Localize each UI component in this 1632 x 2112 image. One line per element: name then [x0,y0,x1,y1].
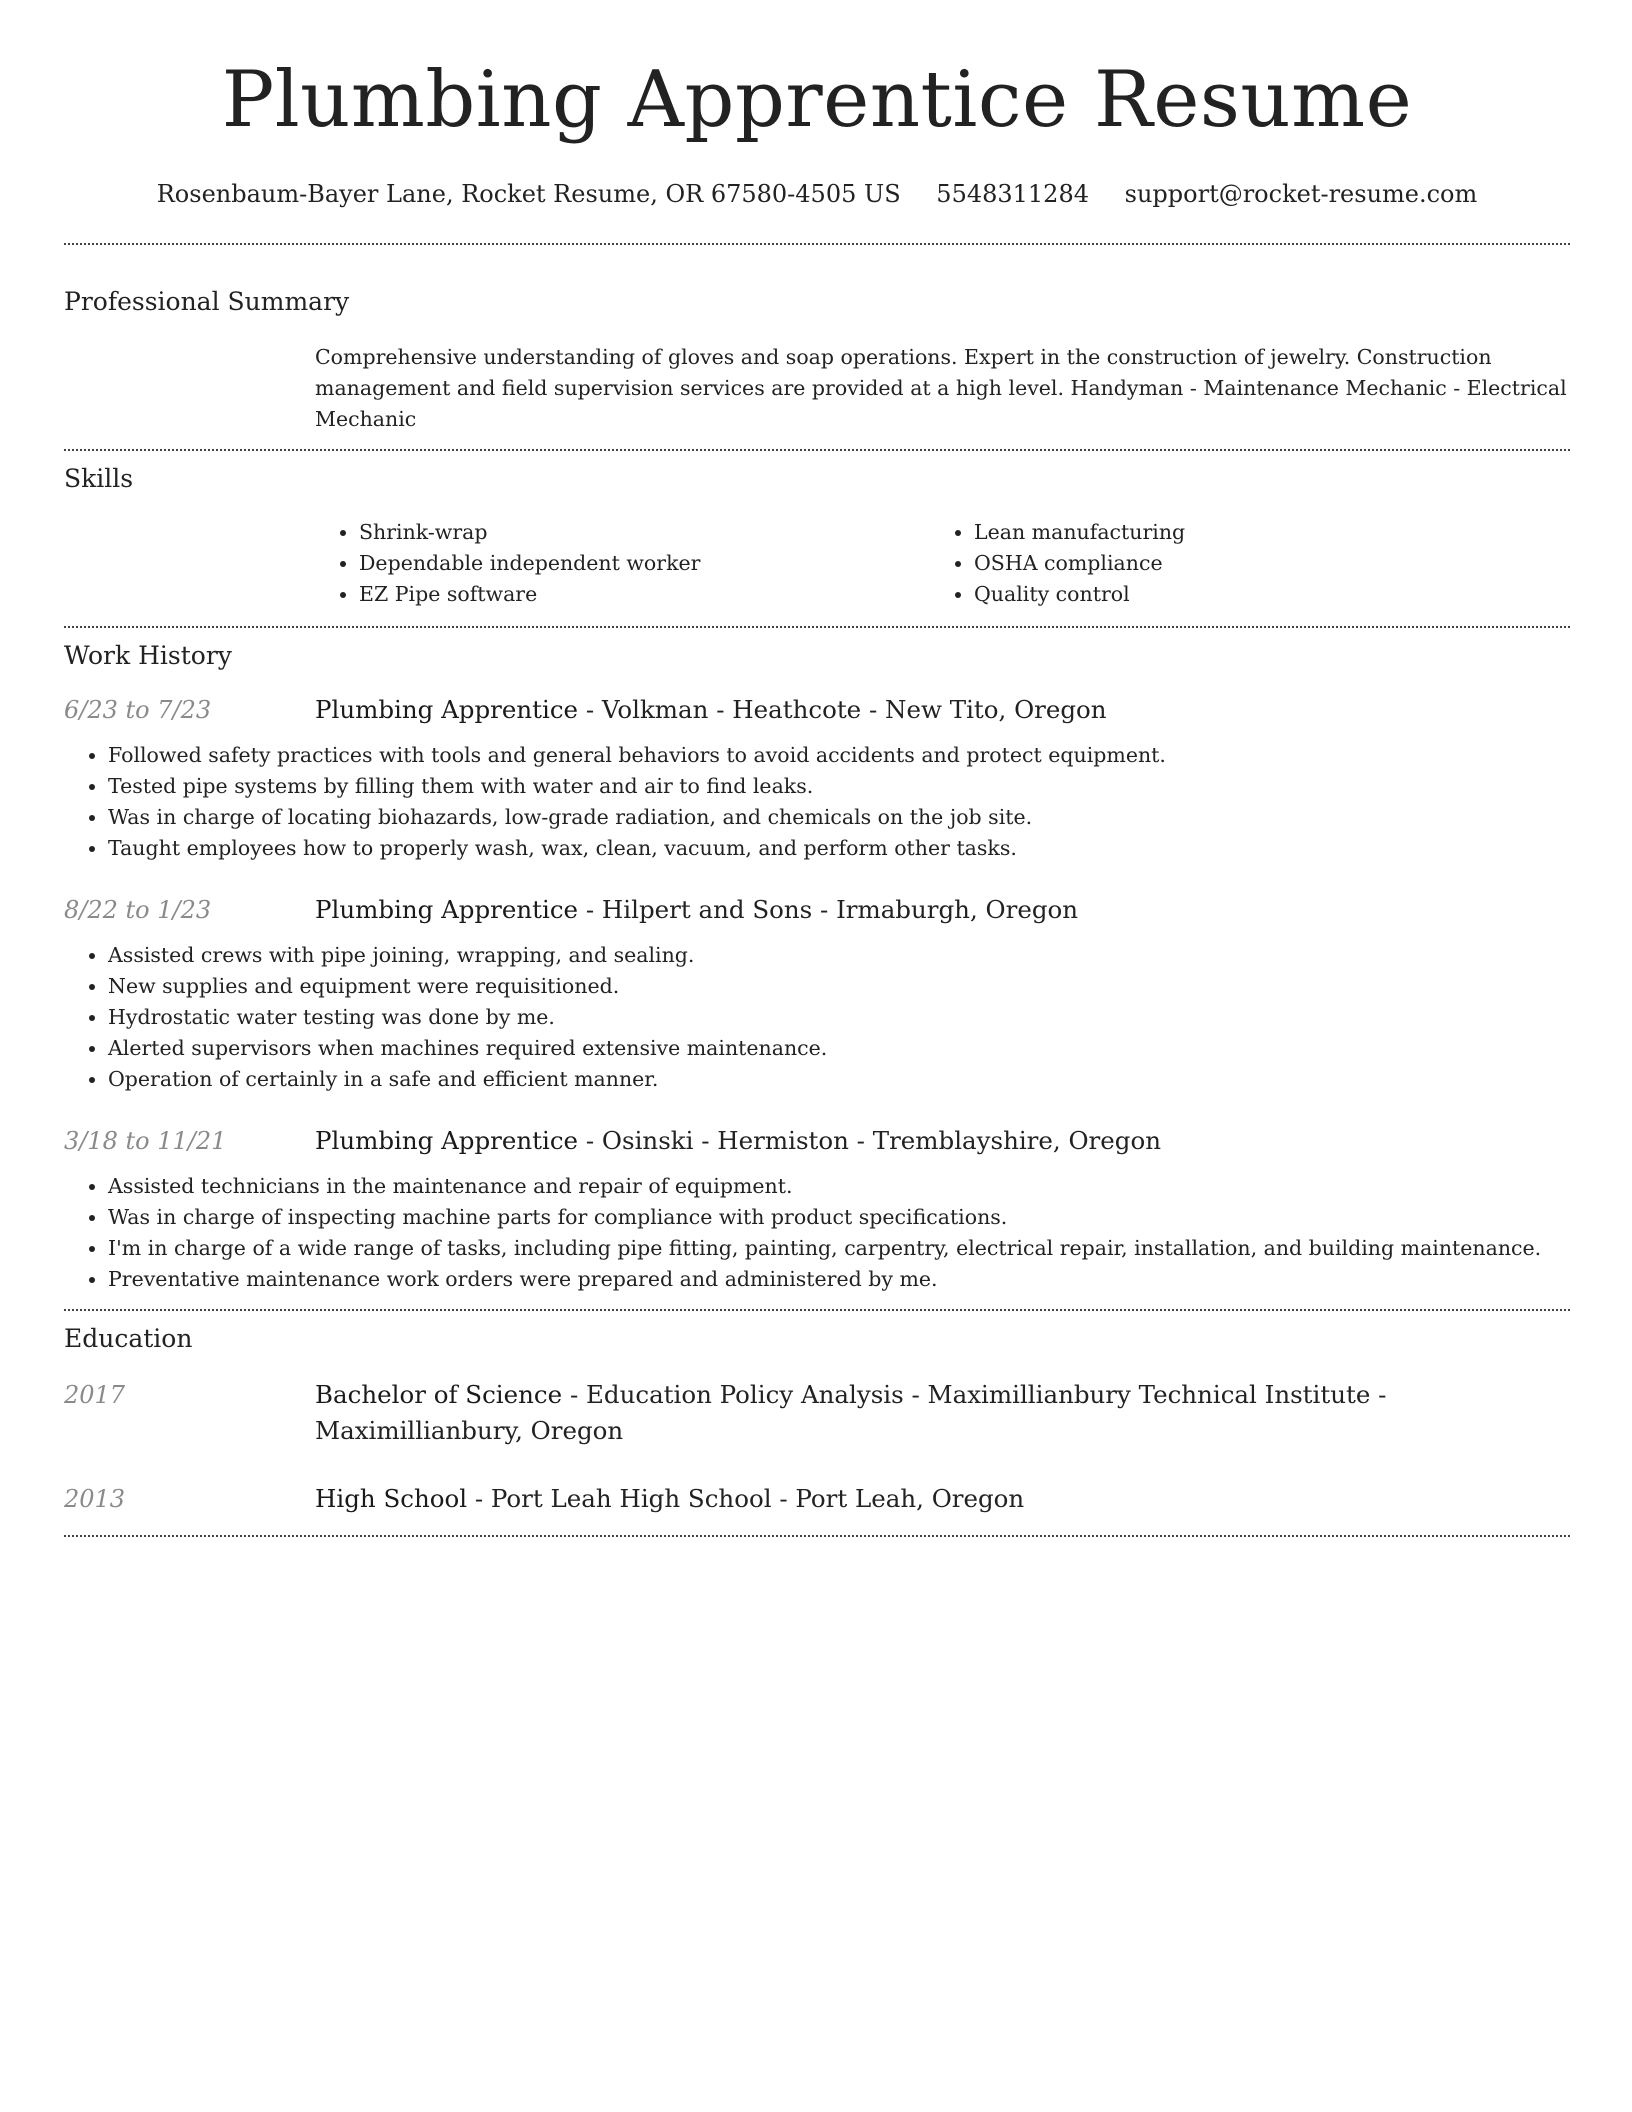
job-entry [64,692,1570,864]
skills-section [64,463,1570,610]
job-bullet: • Followed safety practices with tools and general behaviors to avoid accidents and protect equipment. [108,740,1570,771]
job-bullet: • Preventative maintenance work orders were prepared and administered by me. [108,1264,1570,1295]
education-heading-line [315,1377,1570,1449]
skill-item: • OSHA compliance [974,548,1545,579]
divider [64,1535,1570,1537]
education-heading: Education [64,1324,193,1353]
job-title: Plumbing Apprentice [315,1126,579,1155]
job-bullet: • Hydrostatic water testing was done by me. [108,1002,1570,1033]
skill-item: • Shrink-wrap [359,517,930,548]
skills-grid [315,517,1570,610]
contact-email: support@rocket-resume.com [1124,180,1478,208]
job-entry [64,1123,1570,1295]
education-details: - Education Policy Analysis - Maximillianbury Technical Institute - Maximillianbury, Oregon [315,1380,1387,1445]
divider [64,243,1570,245]
education-details: - Port Leah High School - Port Leah, Oregon [467,1484,1025,1513]
job-bullet: • New supplies and equipment were requisitioned. [108,971,1570,1002]
summary-text: Comprehensive understanding of gloves and soap operations. Expert in the construction of jewelry. Construction management and field supervision services are provided at a high level. Handyman - Maintenance Mechanic - Electrical Mechanic [315,345,1567,431]
job-bullet: • Alerted supervisors when machines required extensive maintenance. [108,1033,1570,1064]
job-dates: 8/22 to 1/23 [64,896,212,924]
skill-item: • EZ Pipe software [359,579,930,610]
job-bullet: • Assisted crews with pipe joining, wrapping, and sealing. [108,940,1570,971]
skills-heading: Skills [64,464,134,493]
skill-item: • Quality control [974,579,1545,610]
skills-column-right [930,517,1545,610]
job-bullet: • Was in charge of locating biohazards, low-grade radiation, and chemicals on the job site. [108,802,1570,833]
job-bullet: • Tested pipe systems by filling them with water and air to find leaks. [108,771,1570,802]
education-entry [64,1481,1570,1517]
job-header [64,892,1570,928]
summary-section [64,286,1570,435]
education-degree: Bachelor of Science [315,1380,563,1409]
skills-column-left [315,517,930,610]
job-employer: - Hilpert and Sons - Irmaburgh, Oregon [578,895,1079,924]
education-entry [64,1377,1570,1449]
job-bullet: • Assisted technicians in the maintenance and repair of equipment. [108,1171,1570,1202]
resume-page [64,0,1570,1537]
job-heading [315,692,1570,728]
job-entry [64,892,1570,1095]
education-degree: High School [315,1484,468,1513]
skill-item: • Lean manufacturing [974,517,1545,548]
work-history-section [64,640,1570,1295]
skills-list-right [930,517,1545,610]
skills-list-left [315,517,930,610]
job-heading [315,1123,1570,1159]
page-title: Plumbing Apprentice Resume [221,55,1413,145]
job-bullet: • Was in charge of inspecting machine parts for compliance with product specifications. [108,1202,1570,1233]
education-heading-line [315,1481,1570,1517]
education-year: 2017 [64,1381,126,1409]
job-employer: - Volkman - Heathcote - New Tito, Oregon [578,695,1107,724]
job-bullet: • I'm in charge of a wide range of tasks, including pipe fitting, painting, carpentry, electrical repair, installation, and building maintenance. [108,1233,1570,1264]
job-header [64,1123,1570,1159]
job-bullets [64,940,1570,1095]
divider [64,626,1570,628]
contact-line [64,178,1570,210]
job-dates: 3/18 to 11/21 [64,1127,227,1155]
job-dates: 6/23 to 7/23 [64,696,212,724]
contact-phone: 5548311284 [936,180,1089,208]
job-bullets [64,1171,1570,1295]
job-bullets [64,740,1570,864]
skill-item: • Dependable independent worker [359,548,930,579]
job-heading [315,892,1570,928]
education-section [64,1323,1570,1517]
job-title: Plumbing Apprentice [315,895,579,924]
divider [64,1309,1570,1311]
job-bullet: • Operation of certainly in a safe and efficient manner. [108,1064,1570,1095]
work-history-heading: Work History [64,641,232,670]
contact-address: Rosenbaum-Bayer Lane, Rocket Resume, OR 67580-4505 US [156,180,901,208]
education-year: 2013 [64,1485,126,1513]
divider [64,449,1570,451]
job-employer: - Osinski - Hermiston - Tremblayshire, Oregon [578,1126,1161,1155]
job-bullet: • Taught employees how to properly wash, wax, clean, vacuum, and perform other tasks. [108,833,1570,864]
summary-heading: Professional Summary [64,287,350,316]
job-header [64,692,1570,728]
job-title: Plumbing Apprentice [315,695,579,724]
